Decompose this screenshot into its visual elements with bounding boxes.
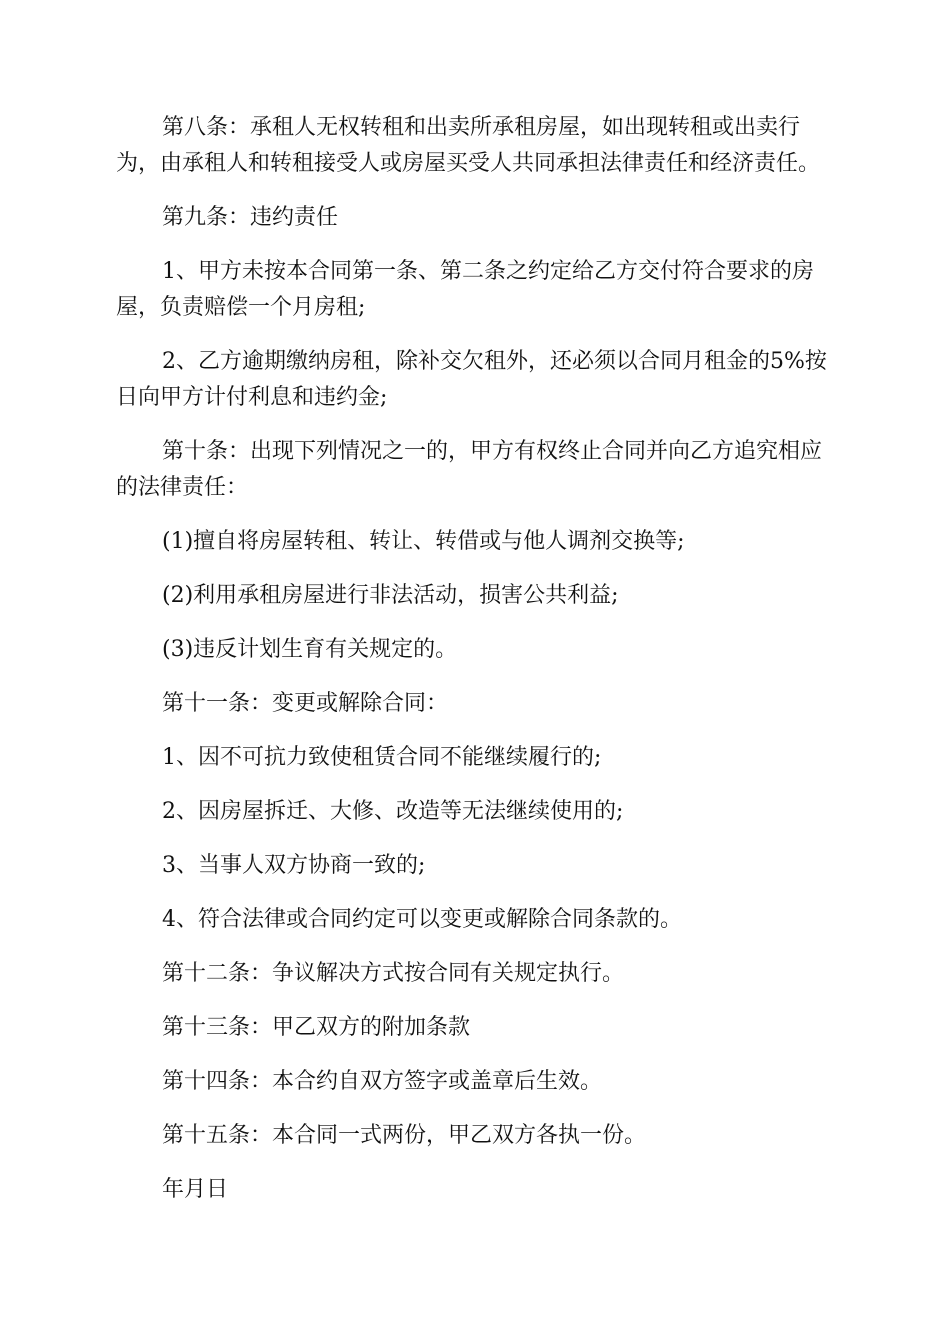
clause-9-item-2: 2、乙方逾期缴纳房租，除补交欠租外，还必须以合同月租金的5%按日向甲方计付利息和违约金; (116, 349, 827, 410)
clause-12: 第十二条：争议解决方式按合同有关规定执行。 (162, 961, 625, 986)
date-line: 年月日 (162, 1177, 229, 1202)
clause-14: 第十四条：本合约自双方签字或盖章后生效。 (162, 1069, 603, 1094)
clause-11-item-1: 1、因不可抗力致使租赁合同不能继续履行的; (162, 745, 602, 770)
clause-10-item-1: (1)擅自将房屋转租、转让、转借或与他人调剂交换等; (162, 529, 685, 554)
clause-11-item-4: 4、符合法律或合同约定可以变更或解除合同条款的。 (162, 907, 682, 932)
clause-10: 第十条：出现下列情况之一的，甲方有权终止合同并向乙方追究相应的法律责任： (116, 439, 823, 500)
clause-11-item-2: 2、因房屋拆迁、大修、改造等无法继续使用的; (162, 799, 624, 824)
clause-8: 第八条：承租人无权转租和出卖所承租房屋，如出现转租或出卖行为，由承租人和转租接受人或房屋买受人共同承担法律责任和经济责任。 (116, 115, 821, 176)
clause-15: 第十五条：本合同一式两份，甲乙双方各执一份。 (162, 1123, 647, 1148)
clause-13: 第十三条：甲乙双方的附加条款 (162, 1015, 471, 1040)
clause-10-item-2: (2)利用承租房屋进行非法活动，损害公共利益; (162, 583, 619, 608)
clause-9-heading: 第九条：违约责任 (162, 205, 339, 230)
clause-10-item-3: (3)违反计划生育有关规定的。 (162, 637, 458, 662)
clause-11-heading: 第十一条：变更或解除合同： (162, 691, 449, 716)
clause-9-item-1: 1、甲方未按本合同第一条、第二条之约定给乙方交付符合要求的房屋，负责赔偿一个月房租; (116, 259, 814, 320)
clause-11-item-3: 3、当事人双方协商一致的; (162, 853, 426, 878)
document-body (116, 110, 836, 1226)
